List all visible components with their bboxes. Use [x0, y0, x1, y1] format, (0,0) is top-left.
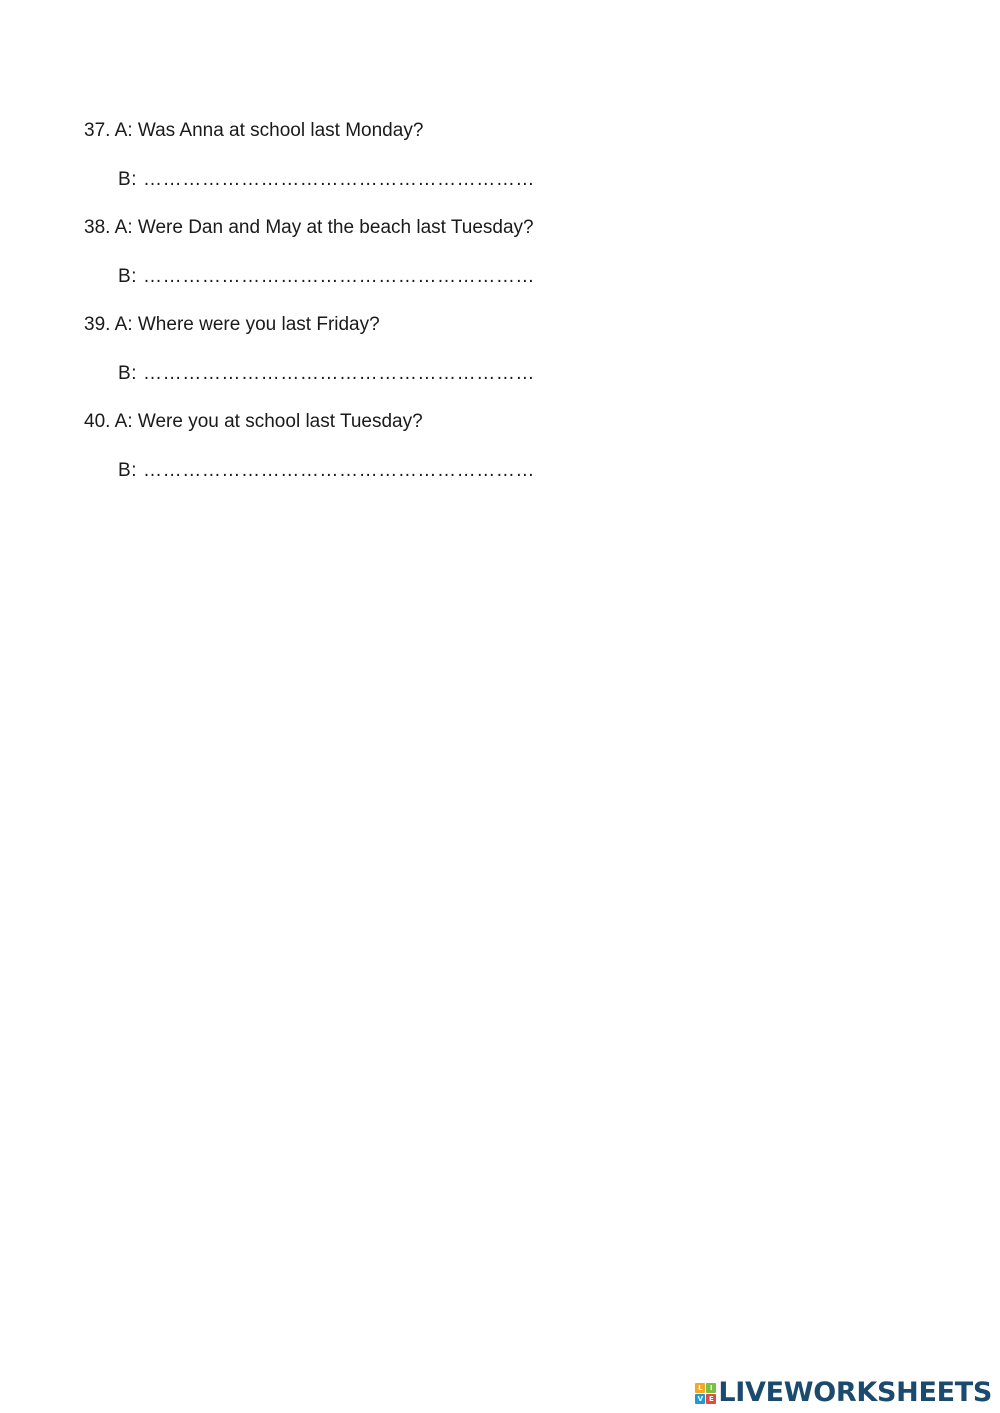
- logo-blocks-icon: [695, 1383, 716, 1404]
- question-block-38: [84, 213, 784, 292]
- question-39: 39. A: Where were you last Friday?: [84, 314, 380, 335]
- worksheet-exercise: [84, 116, 784, 504]
- answer-line-39[interactable]: [84, 359, 784, 389]
- question-40: 40. A: Were you at school last Tuesday?: [84, 411, 423, 432]
- logo-block-e: E: [706, 1394, 716, 1404]
- answer-blank-38[interactable]: B: ……………………………………………………: [118, 266, 536, 287]
- answer-line-38[interactable]: [84, 262, 784, 292]
- logo-block-l: L: [695, 1383, 705, 1393]
- logo-text: LIVEWORKSHEETS: [718, 1377, 992, 1408]
- answer-line-37[interactable]: [84, 165, 784, 195]
- question-block-39: [84, 310, 784, 389]
- liveworksheets-logo: [695, 1378, 992, 1408]
- answer-blank-40[interactable]: B: ……………………………………………………: [118, 460, 536, 481]
- logo-block-v: V: [695, 1394, 705, 1404]
- answer-blank-39[interactable]: B: ……………………………………………………: [118, 363, 536, 384]
- question-37: 37. A: Was Anna at school last Monday?: [84, 120, 424, 141]
- question-38: 38. A: Were Dan and May at the beach last Tuesday?: [84, 217, 534, 238]
- answer-line-40[interactable]: [84, 456, 784, 486]
- logo-block-i: I: [706, 1383, 716, 1393]
- question-block-37: [84, 116, 784, 195]
- question-block-40: [84, 407, 784, 486]
- answer-blank-37[interactable]: B: ……………………………………………………: [118, 169, 536, 190]
